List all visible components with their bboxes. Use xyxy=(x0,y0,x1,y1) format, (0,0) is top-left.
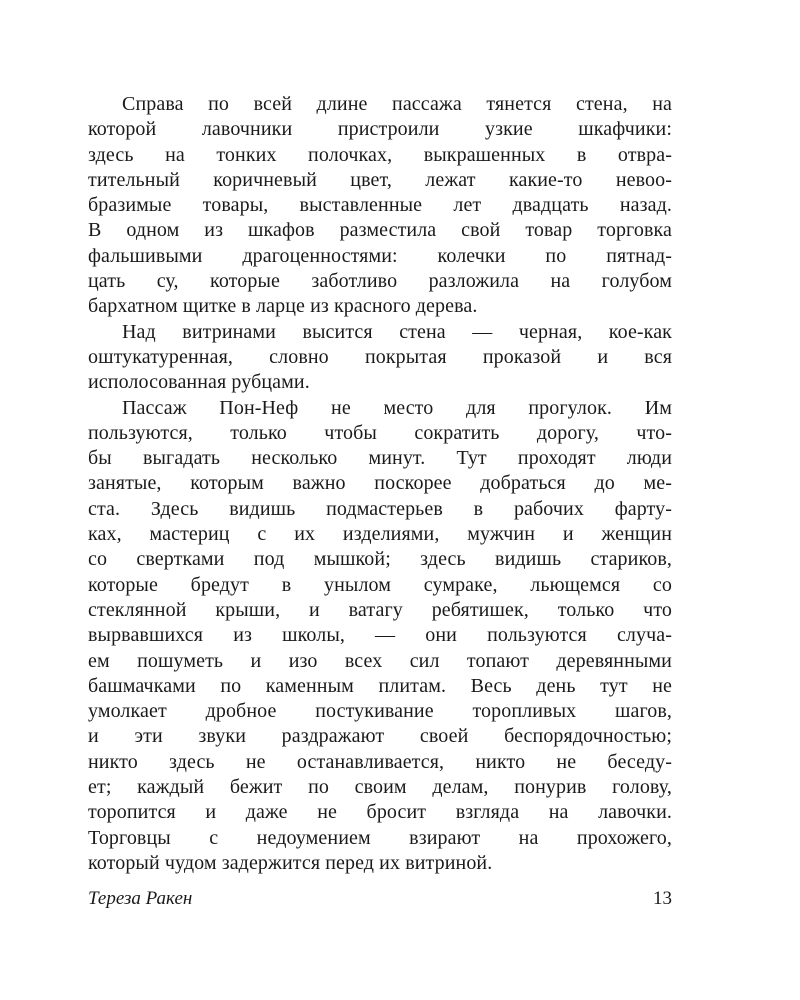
text-line: фальшивыми драгоценностями: колечки по пятнад- xyxy=(88,244,672,267)
text-line: ста. Здесь видишь подмастерьев в рабочих фарту- xyxy=(88,497,672,520)
text-line: занятые, которым важно поскорее добраться до ме- xyxy=(88,472,672,495)
paragraph xyxy=(88,396,672,877)
text-line: Над витринами высится стена — черная, кое-как xyxy=(122,320,672,343)
running-title: Тереза Ракен xyxy=(88,888,193,909)
text-line: ках, мастериц с их изделиями, мужчин и женщин xyxy=(88,523,672,546)
text-line: пользуются, только чтобы сократить дорогу, что- xyxy=(88,421,672,444)
text-line: со свертками под мышкой; здесь видишь стариков, xyxy=(88,548,672,571)
text-line: Пассаж Пон-Неф не место для прогулок. Им xyxy=(122,396,672,419)
text-line: ет; каждый бежит по своим делам, понурив голову, xyxy=(88,776,672,799)
text-line: В одном из шкафов разместила свой товар торговка xyxy=(88,219,672,242)
text-line: который чудом задержится перед их витриной. xyxy=(88,851,493,874)
text-line: исполосованная рубцами. xyxy=(88,371,310,394)
text-line: и эти звуки раздражают своей беспорядочностью; xyxy=(88,725,672,748)
text-line: никто здесь не останавливается, никто не беседу- xyxy=(88,750,672,773)
text-line: здесь на тонких полочках, выкрашенных в отвра- xyxy=(88,143,672,166)
text-line: башмачками по каменным плитам. Весь день тут не xyxy=(88,674,672,697)
text-line: цать су, которые заботливо разложила на голубом xyxy=(88,270,672,293)
text-line: Торговцы с недоумением взирают на прохожего, xyxy=(88,826,672,849)
text-line: которой лавочники пристроили узкие шкафчики: xyxy=(88,118,672,141)
text-line: тительный коричневый цвет, лежат какие-то невоо- xyxy=(88,168,672,191)
text-line: Справа по всей длине пассажа тянется стена, на xyxy=(122,93,672,115)
text-line: бы выгадать несколько минут. Тут проходят люди xyxy=(88,447,672,470)
paragraph xyxy=(88,320,672,396)
text-line: стеклянной крыши, и ватагу ребятишек, только что xyxy=(88,598,672,621)
page-number: 13 xyxy=(653,888,672,909)
text-line: которые бредут в унылом сумраке, льющемся со xyxy=(88,573,672,596)
body-text xyxy=(88,92,672,876)
paragraph xyxy=(88,92,672,320)
text-line: ем пошуметь и изо всех сил топают деревянными xyxy=(88,649,672,672)
text-line: вырвавшихся из школы, — они пользуются случа- xyxy=(88,624,672,647)
text-line: торопится и даже не бросит взгляда на лавочки. xyxy=(88,801,672,824)
text-line: бразимые товары, выставленные лет двадцать назад. xyxy=(88,194,672,217)
text-line: умолкает дробное постукивание торопливых шагов, xyxy=(88,700,672,723)
text-line: бархатном щитке в ларце из красного дерева. xyxy=(88,295,478,318)
text-line: оштукатуренная, словно покрытая проказой и вся xyxy=(88,345,672,368)
page-footer xyxy=(88,888,672,912)
